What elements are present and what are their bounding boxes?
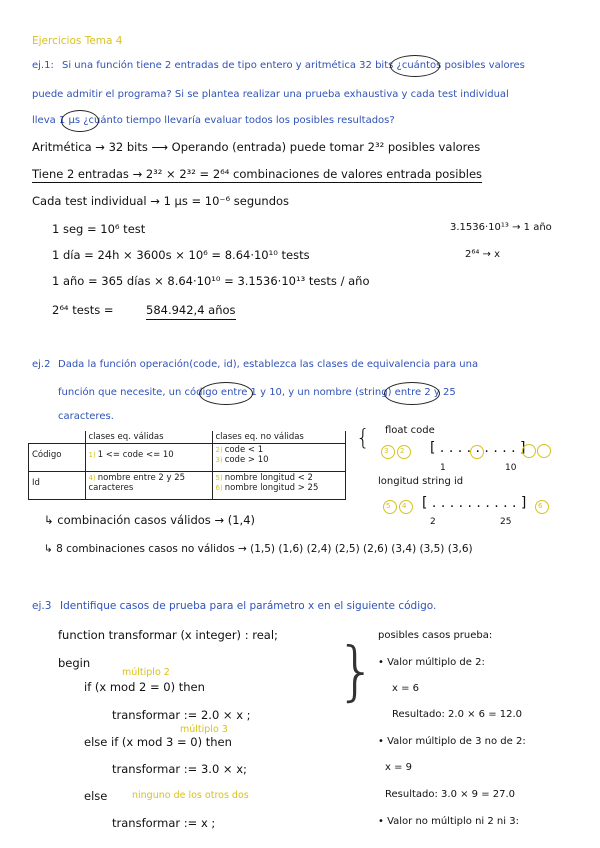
range-max: 10 [505,463,517,473]
invalid-class: code < 1 [224,445,264,455]
test-case: Resultado: 3.0 × 9 = 27.0 [385,789,516,800]
test-case: x = 6 [392,683,420,694]
ex1-line-day: 1 día = 24h × 3600s × 10⁶ = 8.64·10¹⁰ tests [52,248,310,262]
class-number: 4 [402,502,407,510]
ex1-line-test: Cada test individual → 1 µs = 10⁻⁶ segundos [32,194,290,208]
test-case: • Valor múltiplo de 2: [378,657,485,668]
ex1-line-second: 1 seg = 10⁶ test [52,222,146,236]
invalid-class: nombre longitud < 2 [224,473,313,483]
class-number: 3) [215,456,223,464]
header-valid: clases eq. válidas [85,431,212,444]
cases-title: posibles casos prueba: [378,630,493,641]
code-note: múltiplo 2 [122,667,170,678]
float-code-label: float code [385,425,435,436]
test-case: • Valor no múltiplo ni 2 ni 3: [378,816,519,827]
invalid-class: code > 10 [224,455,269,465]
code-line: if (x mod 2 = 0) then [84,680,205,694]
class-number: 2) [215,446,223,454]
class-number: 4) [88,474,96,482]
code-line: begin [58,656,91,670]
number-line: [ . . . . . . . . . ] [430,440,526,456]
page-title: Ejercicios Tema 4 [32,35,123,47]
test-case: Resultado: 2.0 × 6 = 12.0 [392,709,523,720]
test-case: • Valor múltiplo de 3 no de 2: [378,736,526,747]
ex1-result: 584.942,4 años [146,305,236,320]
valid-class: 1 <= code <= 10 [97,450,174,460]
ex1-question-line2: puede admitir el programa? Si se plantea realizar una prueba exhaustiva y cada test individual [32,89,509,100]
row-name: Código [29,444,86,472]
code-line: else [84,789,108,803]
header-invalid: clases eq. no válidas [212,431,346,444]
class-number: 5 [386,502,391,510]
ex1-line-arith: Aritmética → 32 bits ⟶ Operando (entrada) puede tomar 2³² posibles valores [32,140,481,154]
number-line: [ . . . . . . . . . . ] [422,495,527,511]
invalid-combinations: ↳ 8 combinaciones casos no válidos → (1,5) (1,6) (2,4) (2,5) (2,6) (3,4) (3,5) (3,6) [44,543,473,555]
circle-mark [199,382,253,405]
circle-mark [61,110,99,132]
class-number: 3 [384,447,389,455]
ex1-side-calc-1: 3.1536·10¹³ → 1 año [450,222,552,233]
test-case: x = 9 [385,762,413,773]
yellow-circle-icon [522,444,536,458]
ex1-question-line3: lleva 1 µs ¿cuánto tiempo llevaría evaluar todos los posibles resultados? [32,115,395,126]
ex1-line-total: 2⁶⁴ tests = [52,303,114,317]
ex2-question-line1: Dada la función operación(code, id), establezca las clases de equivalencia para una [58,359,479,370]
invalid-class: nombre longitud > 25 [224,483,319,493]
ex1-line-year: 1 año = 365 días × 8.64·10¹⁰ = 3.1536·10¹³ tests / año [52,274,370,288]
code-note: ninguno de los otros dos [132,790,249,801]
circle-mark [384,382,440,405]
code-line: transformar := 3.0 × x; [112,762,247,776]
range-min: 2 [430,517,436,527]
ex2-question-line2: función que necesite, un código entre 1 y 10, y un nombre (string) entre 2 y 25 [58,387,456,398]
row-name: Id [29,472,86,500]
ex1-line-entries: Tiene 2 entradas → 2³² × 2³² = 2⁶⁴ combinaciones de valores entrada posibles [32,167,483,181]
ex2-label: ej.2 [32,359,51,370]
circle-mark [390,55,440,77]
ex1-question-line1: Si una función tiene 2 entradas de tipo entero y aritmética 32 bits ¿cuántos posibles valores [62,60,525,71]
code-line: transformar := 2.0 × x ; [112,708,251,722]
class-number: 6 [538,502,543,510]
range-min: 1 [440,463,446,473]
valid-class: nombre entre 2 y 25 caracteres [88,473,186,493]
ex3-question: Identifique casos de prueba para el parámetro x en el siguiente código. [60,600,437,612]
yellow-circle-icon [470,445,484,459]
ex2-question-line3: caracteres. [58,411,114,422]
yellow-circle-icon [537,444,551,458]
code-line: function transformar (x integer) : real; [58,628,278,642]
equivalence-table [28,431,346,500]
brace-icon: { [356,426,370,451]
brace-icon: } [336,635,377,709]
code-line: else if (x mod 3 = 0) then [84,735,232,749]
class-number: 6) [215,484,223,492]
class-number: 5) [215,474,223,482]
ex3-label: ej.3 [32,600,52,612]
class-number: 2 [400,447,405,455]
valid-combination: ↳ combinación casos válidos → (1,4) [44,513,256,527]
range-max: 25 [500,517,512,527]
ex1-side-calc-2: 2⁶⁴ → x [465,249,501,260]
code-note: múltiplo 3 [180,724,228,735]
code-line: transformar := x ; [112,816,216,830]
class-number: 1) [88,451,96,459]
ex1-label: ej.1: [32,60,54,71]
long-string-label: longitud string id [378,476,464,487]
